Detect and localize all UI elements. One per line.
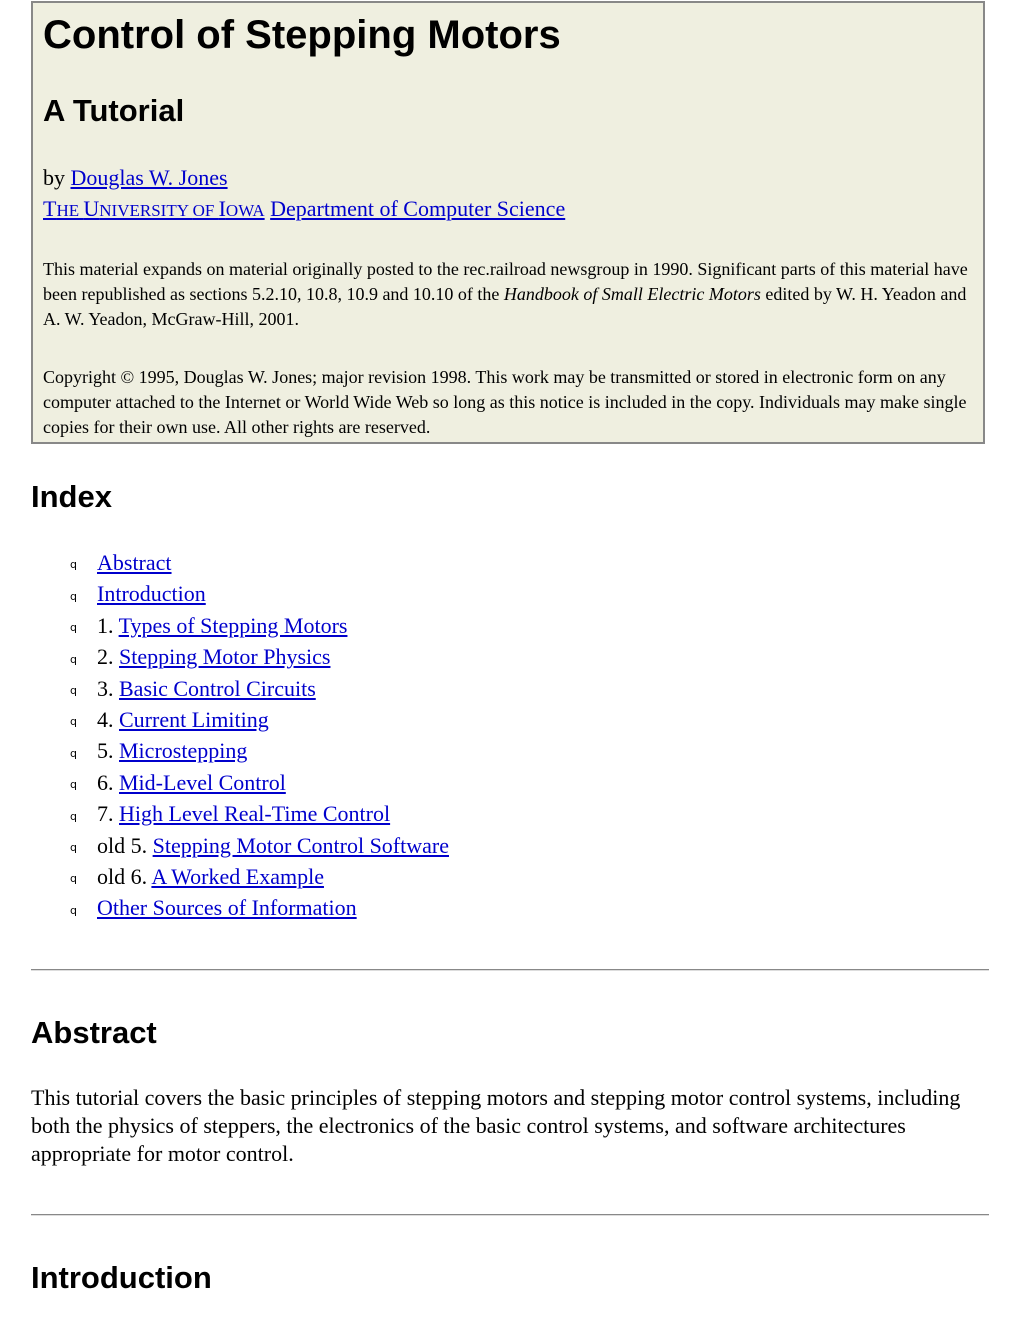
bullet-icon: q xyxy=(70,589,77,603)
index-link[interactable]: Introduction xyxy=(97,581,206,607)
bullet-icon: q xyxy=(70,903,77,917)
index-link[interactable]: Types of Stepping Motors xyxy=(118,612,348,638)
bullet-icon: q xyxy=(70,809,77,823)
index-link[interactable]: Stepping Motor Physics xyxy=(119,644,331,670)
index-link[interactable]: Other Sources of Information xyxy=(97,895,357,921)
index-link[interactable]: High Level Real-Time Control xyxy=(119,801,391,827)
author-link[interactable]: Douglas W. Jones xyxy=(70,165,228,190)
page-title: Control of Stepping Motors xyxy=(43,13,561,57)
index-link[interactable]: A Worked Example xyxy=(151,863,324,889)
index-item-number: old 6. xyxy=(97,863,152,889)
index-item xyxy=(70,767,449,798)
department-link[interactable]: Department of Computer Science xyxy=(270,196,566,221)
bullet-icon: q xyxy=(70,652,77,666)
page-subtitle: A Tutorial xyxy=(43,93,185,128)
index-link[interactable]: Basic Control Circuits xyxy=(119,675,316,701)
index-item xyxy=(70,673,449,704)
index-item xyxy=(70,798,449,829)
index-item xyxy=(70,578,449,609)
by-prefix: by xyxy=(43,165,65,190)
bullet-icon: q xyxy=(70,558,77,572)
index-link[interactable]: Stepping Motor Control Software xyxy=(152,832,449,858)
copyright-notice: Copyright © 1995, Douglas W. Jones; major revision 1998. This work may be transmitted or stored in electronic form on any computer attached to the Internet or World Wide Web so long as this notice is included in the copy. Individuals may make single copies for their own use. All other rights are reserved. xyxy=(43,367,967,437)
index-item xyxy=(70,892,449,923)
index-list xyxy=(70,547,449,924)
index-link[interactable]: Current Limiting xyxy=(119,706,269,732)
index-link[interactable]: Abstract xyxy=(97,550,172,575)
horizontal-rule xyxy=(31,969,989,971)
index-item xyxy=(70,547,449,578)
book-title: Handbook of Small Electric Motors xyxy=(503,284,761,304)
index-link[interactable]: Mid-Level Control xyxy=(119,769,286,795)
index-item-number: 2. xyxy=(97,644,119,670)
university-link[interactable]: THE UNIVERSITY OF IOWA xyxy=(43,196,265,221)
bullet-icon: q xyxy=(70,715,77,729)
index-item-number: 3. xyxy=(97,675,119,701)
index-item-number: 4. xyxy=(97,706,119,732)
bullet-icon: q xyxy=(70,621,77,635)
index-item xyxy=(70,610,449,641)
header-box xyxy=(31,1,985,444)
index-item xyxy=(70,830,449,861)
bullet-icon: q xyxy=(70,840,77,854)
byline xyxy=(43,162,565,226)
index-link[interactable]: Microstepping xyxy=(119,738,248,764)
horizontal-rule xyxy=(31,1214,989,1216)
index-item xyxy=(70,735,449,766)
abstract-text: This tutorial covers the basic principles of stepping motors and stepping motor control systems, including both the physics of steppers, the electronics of the basic control systems, and software architectures appropriate for motor control. xyxy=(31,1085,961,1166)
introduction-heading: Introduction xyxy=(31,1260,212,1295)
bullet-icon: q xyxy=(70,746,77,760)
publication-note: This material expands on material originally posted to the rec.railroad newsgroup in 1990. Significant parts of this material have been republished as sections 5.2.10, 10.8, 10.9 and 10.10 of the Handbook of Small Electric Motors edited by W. H. Yeadon and A. W. Yeadon, McGraw-Hill, 2001. xyxy=(43,259,968,329)
index-item-number: 5. xyxy=(97,738,119,764)
bullet-icon: q xyxy=(70,684,77,698)
index-item-number: 7. xyxy=(97,801,119,827)
index-item xyxy=(70,641,449,672)
index-item-number: old 5. xyxy=(97,832,153,858)
index-heading: Index xyxy=(31,479,112,514)
index-item-number: 1. xyxy=(97,612,119,638)
index-item-number: 6. xyxy=(97,769,119,795)
index-item xyxy=(70,861,449,892)
index-item xyxy=(70,704,449,735)
bullet-icon: q xyxy=(70,778,77,792)
abstract-heading: Abstract xyxy=(31,1015,157,1050)
bullet-icon: q xyxy=(70,872,77,886)
